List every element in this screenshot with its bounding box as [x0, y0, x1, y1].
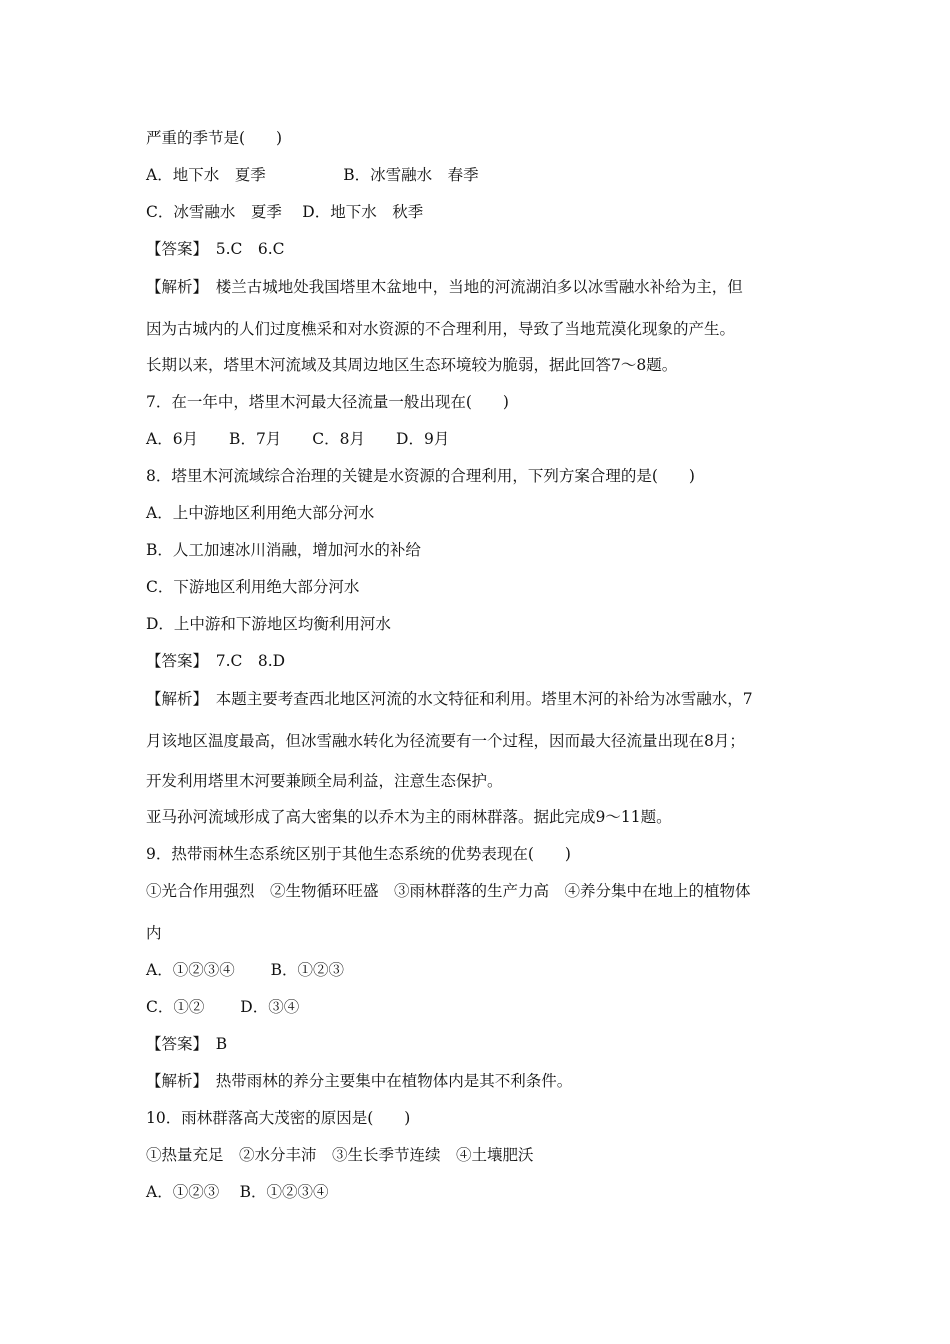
- question-7-options: A．6月 B．7月 C．8月 D．9月: [146, 430, 450, 448]
- question-8-option-a: A．上中游地区利用绝大部分河水: [146, 504, 375, 522]
- question-8-option-d: D．上中游和下游地区均衡利用河水: [146, 615, 391, 633]
- question-9-options-ab: A．①②③④ B．①②③: [146, 961, 345, 979]
- question-6-stem-continued: 严重的季节是( ): [146, 129, 283, 147]
- question-10-stem: 10．雨林群落高大茂密的原因是( ): [146, 1109, 411, 1127]
- explanation-7-8-line1: 【解析】 本题主要考查西北地区河流的水文特征和利用。塔里木河的补给为冰雪融水，7: [146, 690, 753, 708]
- answer-5-6: 【答案】 5.C 6.C: [146, 240, 285, 258]
- passage-7-8: 长期以来，塔里木河流域及其周边地区生态环境较为脆弱，据此回答7～8题。: [146, 356, 678, 374]
- question-9-statements: ①光合作用强烈 ②生物循环旺盛 ③雨林群落的生产力高 ④养分集中在地上的植物体: [146, 882, 751, 900]
- explanation-7-8-line3: 开发利用塔里木河要兼顾全局利益，注意生态保护。: [146, 772, 503, 790]
- question-9-statements-continued: 内: [146, 924, 162, 942]
- explanation-5-6-line1: 【解析】 楼兰古城地处我国塔里木盆地中，当地的河流湖泊多以冰雪融水补给为主，但: [146, 278, 743, 296]
- question-6-options-ab: A．地下水 夏季 B．冰雪融水 春季: [146, 166, 479, 184]
- question-8-option-b: B．人工加速冰川消融，增加河水的补给: [146, 541, 421, 559]
- question-9-options-cd: C．①② D．③④: [146, 998, 300, 1016]
- question-9-stem: 9．热带雨林生态系统区别于其他生态系统的优势表现在( ): [146, 845, 571, 863]
- passage-9-11: 亚马孙河流域形成了高大密集的以乔木为主的雨林群落。据此完成9～11题。: [146, 808, 672, 826]
- explanation-7-8-line2: 月该地区温度最高，但冰雪融水转化为径流要有一个过程，因而最大径流量出现在8月；: [146, 732, 745, 750]
- explanation-5-6-line2: 因为古城内的人们过度樵采和对水资源的不合理利用，导致了当地荒漠化现象的产生。: [146, 320, 736, 338]
- explanation-9: 【解析】 热带雨林的养分主要集中在植物体内是其不利条件。: [146, 1072, 573, 1090]
- question-10-statements: ①热量充足 ②水分丰沛 ③生长季节连续 ④土壤肥沃: [146, 1146, 534, 1164]
- answer-9: 【答案】 B: [146, 1035, 228, 1053]
- question-8-option-c: C．下游地区利用绝大部分河水: [146, 578, 360, 596]
- question-8-stem: 8．塔里木河流域综合治理的关键是水资源的合理利用，下列方案合理的是( ): [146, 467, 695, 485]
- answer-7-8: 【答案】 7.C 8.D: [146, 652, 286, 670]
- question-10-options: A．①②③ B．①②③④: [146, 1183, 329, 1201]
- question-6-options-cd: C．冰雪融水 夏季 D．地下水 秋季: [146, 203, 424, 221]
- question-7-stem: 7．在一年中，塔里木河最大径流量一般出现在( ): [146, 393, 509, 411]
